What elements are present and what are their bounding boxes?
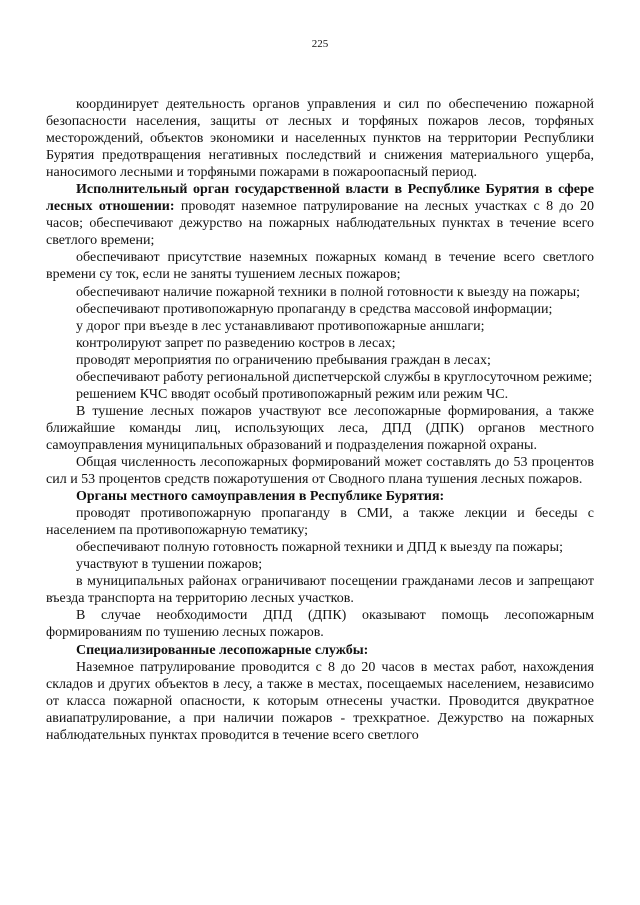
paragraph: обеспечивают присутствие наземных пожарных команд в течение всего светлого времени су ток, если не заняты тушением лесных пожаров;: [46, 250, 594, 283]
paragraph: участвуют в тушении пожаров;: [76, 557, 263, 573]
paragraph: В тушение лесных пожаров участвуют все лесопожарные формирования, а также ближайшие команды лиц, использующих леса, ДПД (ДПК) органов местного самоуправления муниципальных образований и подразделения пожарной охраны.: [46, 403, 594, 453]
section-heading: Специализированные лесопожарные службы:: [76, 642, 369, 658]
paragraph: обеспечивают наличие пожарной техники в полной готовности к выезду на пожары;: [76, 284, 581, 300]
paragraph: проводят мероприятия по ограничению пребывания граждан в лесах;: [76, 352, 491, 368]
paragraph-lead: Исполнительный орган государственной власти в Республике Бурятия в сфере лесных отношении:: [46, 182, 594, 215]
paragraph-text: проводят наземное патрулирование на лесных участках с 8 до 20 часов; обеспечивают дежурство на пожарных наблюдательных пунктах в течение всего светлого времени;: [46, 199, 594, 249]
paragraph: решением КЧС вводят особый противопожарный режим или режим ЧС.: [76, 386, 509, 402]
paragraph: в муниципальных районах ограничивают посещении гражданами лесов и запрещают въезда транспорта на территорию лесных участков.: [46, 574, 594, 607]
paragraph: проводят противопожарную пропаганду в СМИ, а также лекции и беседы с населением па противопожарную тематику;: [46, 506, 594, 539]
paragraph: обеспечивают полную готовность пожарной техники и ДПД к выезду па пожары;: [76, 540, 563, 556]
paragraph: Наземное патрулирование проводится с 8 до 20 часов в местах работ, нахождения складов и других объектов в лесу, а также в местах, посещаемых населением, независимо от класса пожарной опасности, к которым отнесены участки. Проводится двукратное авиапатрулирование, а при наличии пожаров - трехкратное. Дежурство на пожарных наблюдательных пунктах проводится в течение всего светлого: [46, 659, 594, 743]
page-number: 225: [311, 38, 329, 50]
document-body: [46, 96, 594, 744]
paragraph: координирует деятельность органов управления и сил по обеспечению пожарной безопасности населения, защиты от лесных и торфяных пожаров лесов, торфяных месторождений, объектов экономики и населенных пунктов на территории Республики Бурятия предотвращения негативных последствий и снижения материального ущерба, наносимого лесными и торфяными пожарами в пожароопасный период.: [46, 97, 594, 181]
paragraph: В случае необходимости ДПД (ДПК) оказывают помощь лесопожарным формированиям по тушению лесных пожаров.: [46, 608, 594, 641]
paragraph: обеспечивают работу региональной диспетчерской службы в круглосуточном режиме;: [76, 369, 593, 385]
paragraph: Общая численность лесопожарных формирований может составлять до 53 процентов сил и 53 процентов средств пожаротушения от Сводного плана тушения лесных пожаров.: [46, 454, 594, 488]
paragraph: обеспечивают противопожарную пропаганду в средства массовой информации;: [76, 301, 553, 317]
section-heading: Органы местного самоуправления в Республике Бурятия:: [76, 489, 445, 505]
paragraph: у дорог при въезде в лес устанавливают противопожарные аншлаги;: [76, 318, 485, 334]
paragraph: контролируют запрет по разведению костров в лесах;: [76, 335, 396, 351]
paragraph: [46, 181, 594, 249]
